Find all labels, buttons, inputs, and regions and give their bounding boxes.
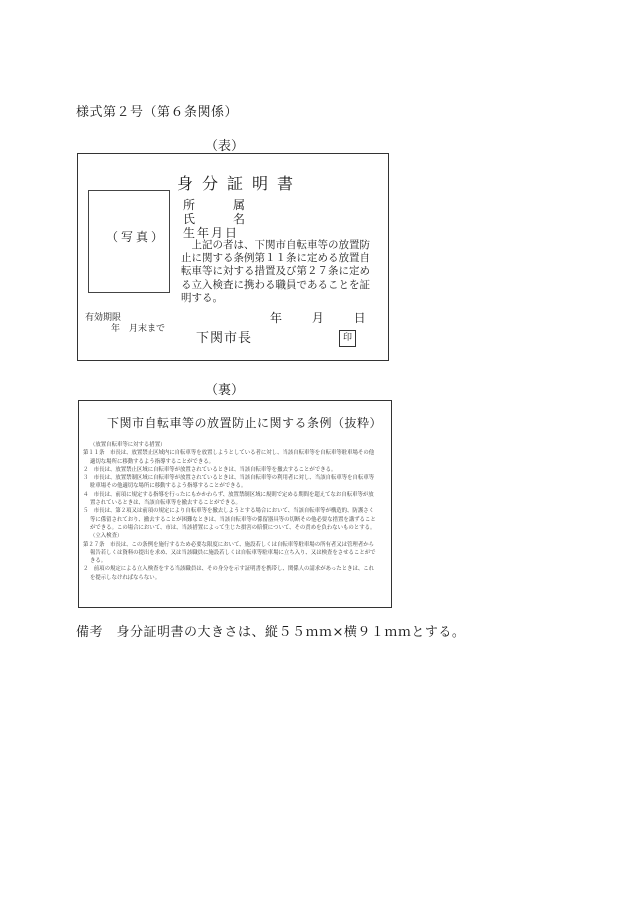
- ordinance-line: 第２７条 市長は、この条例を施行するため必要な限度において、施設若しくは自転車等駐車場の所有者又は管理者から: [83, 541, 374, 548]
- seal-mark: 印: [339, 330, 356, 347]
- statement-line: 上記の者は、下関市自転車等の放置防: [191, 239, 370, 251]
- ordinance-line: 置されているときは、当該自転車等を撤去することができる。: [90, 500, 241, 507]
- ordinance-line: 適切な場所に移動するよう指導することができる。: [90, 458, 214, 465]
- validity-label: 有効期限: [85, 313, 122, 323]
- field-birth-date-label: 生年月日: [183, 226, 240, 240]
- field-name-label-1: 氏: [183, 212, 196, 226]
- ordinance-line: ２ 市長は、放置禁止区域に自転車等が放置されているときは、当該自転車等を撤去することができる。: [83, 466, 337, 473]
- ordinance-line: ４ 市長は、前項に規定する指導を行ったにもかかわらず、放置禁制区域に規則で定める期間を超えてなお自転車等が放: [83, 491, 374, 498]
- issuer-name: 下関市長: [196, 331, 253, 346]
- card-title: 身分証明書: [177, 174, 303, 193]
- ordinance-line: 第１１条 市長は、放置禁止区域内に自転車等を放置しようとしている者に対し、当該自転車等を自転車等駐車場その他: [83, 450, 375, 457]
- form-title: 様式第２号（第６条関係）: [76, 105, 239, 120]
- ordinance-line: 等に係留されており、撤去することが困難なときは、当該自転車等の係留器具等の切断その他必要な措置を講ずること: [90, 516, 376, 523]
- field-name-label-2: 名: [233, 212, 246, 226]
- ordinance-title: 下関市自転車等の放置防止に関する条例（抜粋）: [107, 416, 383, 430]
- statement-line: 止に関する条例第１１条に定める放置自: [181, 252, 370, 265]
- validity-end: 年 月末まで: [111, 324, 166, 334]
- ordinance-excerpt: [83, 441, 387, 582]
- size-remark: 備考 身分証明書の大きさは、縦５５ｍｍ×横９１ｍｍとする。: [76, 625, 466, 640]
- photo-label: （写真）: [106, 230, 167, 244]
- back-side-heading: （裏）: [205, 383, 245, 398]
- ordinance-line: きる。: [90, 558, 107, 565]
- front-side-heading: （表）: [205, 139, 245, 154]
- ordinance-line: （立入検査）: [90, 533, 123, 540]
- statement-line: 明する。: [181, 291, 223, 304]
- ordinance-line: ３ 市長は、放置禁制区域に自転車等が放置されているときは、当該自転車等の利用者に対し、当該自転車等を自転車等: [83, 475, 375, 482]
- ordinance-line: ２ 前項の規定による立入検査をする当該職員は、その身分を示す証明書を携帯し、関係人の請求があったときは、これ: [83, 566, 375, 573]
- ordinance-line: （放置自転車等に対する措置）: [90, 442, 166, 448]
- certification-statement: [181, 239, 384, 305]
- ordinance-line: 報告若しくは資料の提出を求め、又は当該職員に施設若しくは自転車等駐車場に立ち入り、又は検査をさせることがで: [90, 549, 376, 556]
- field-affiliation-label-2: 属: [233, 198, 246, 212]
- ordinance-line: ができる。この場合において、市は、当該措置によって生じた損害の賠償について、その責めを負わないものとする。: [90, 524, 376, 531]
- statement-line: る立入検査に携わる職員であることを証: [181, 278, 370, 291]
- ordinance-line: ５ 市長は、第２項又は前項の規定により自転車等を撤去しようとする場合において、当該自転車等が構造的、防護さく: [83, 508, 374, 515]
- field-affiliation-label-1: 所: [183, 198, 196, 212]
- issue-date: 年 月 日: [270, 311, 366, 325]
- ordinance-line: 駐車場その他適切な場所に移動するよう指導することができる。: [90, 483, 247, 490]
- statement-line: 転車等に対する措置及び第２７条に定め: [181, 265, 370, 278]
- ordinance-line: を提示しなければならない。: [90, 574, 161, 581]
